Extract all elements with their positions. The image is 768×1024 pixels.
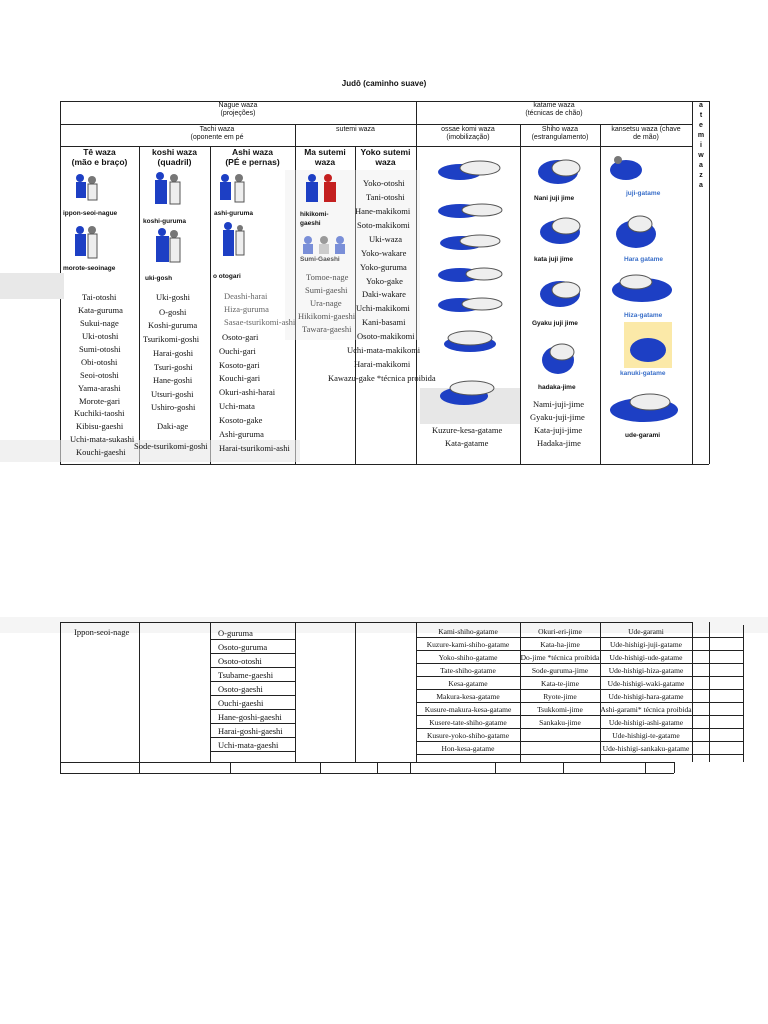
armlock-illustration: [606, 268, 678, 310]
list-item: Utsuri-goshi: [151, 389, 194, 399]
list-item: Uki-otoshi: [82, 331, 119, 341]
list-item: Kawazu-gake *técnica proibida: [328, 373, 436, 383]
list-item: Uchi-mata-gaeshi: [218, 740, 279, 750]
list-item: Hiza-guruma: [224, 304, 269, 314]
sumi-caption: Sumi-Gaeshi: [300, 256, 340, 263]
armlock-illustration: [624, 322, 672, 368]
list-item: Tomoe-nage: [306, 272, 349, 282]
list-item: Tsurikomi-goshi: [143, 334, 200, 344]
list-item: Osoto-gaeshi: [218, 684, 263, 694]
list-item: Ude-hishigi-te-gatame: [612, 731, 680, 740]
list-item: Daki-wakare: [362, 289, 406, 299]
list-item: Ude-hishigi-waki-gatame: [607, 679, 685, 688]
list-item: Kesa-gatame: [448, 679, 488, 688]
te-waza-header: Tê waza (mão e braço): [71, 147, 128, 167]
sutemi-waza-header: sutemi waza: [336, 126, 375, 133]
ground-technique-illustration: [430, 196, 510, 226]
choke-illustration: [532, 150, 592, 192]
judo-throw-illustration: [150, 226, 186, 274]
list-item: Do-jime *técnica proibida: [520, 653, 600, 662]
judo-throw-illustration: [300, 172, 342, 208]
list-item: Sumi-gaeshi: [305, 285, 348, 295]
list-item: Kuchiki-taoshi: [74, 408, 125, 418]
list-item: Harai-tsurikomi-ashi: [219, 443, 290, 453]
list-item: Hikikomi-gaeshi: [298, 311, 356, 321]
list-item: Kusere-tate-shiho-gatame: [429, 718, 507, 727]
list-item: Okuri-eri-jime: [538, 627, 582, 636]
list-item: Yoko-wakare: [361, 248, 407, 258]
list-item: Ude-hishigi-hara-gatame: [608, 692, 684, 701]
koshi-waza-header: koshi waza (quadril): [152, 147, 197, 167]
juji-gatame-caption: juji-gatame: [626, 190, 661, 197]
list-item: Osoto-makikomi: [357, 331, 415, 341]
scan-artifact: [0, 273, 64, 299]
list-item: O-goshi: [159, 307, 187, 317]
list-item: Yoko-guruma: [360, 262, 407, 272]
ground-technique-illustration: [430, 322, 510, 362]
katame-waza-header: katame waza (técnicas de chão): [525, 102, 583, 117]
hara-caption: Hara gatame: [624, 256, 664, 263]
list-item: Kata-juji-jime: [534, 425, 583, 435]
list-item: Deashi-harai: [224, 291, 268, 301]
list-item: Obi-otoshi: [81, 357, 118, 367]
list-item: Kata-ha-jime: [540, 640, 580, 649]
list-item: Ouchi-gaeshi: [218, 698, 264, 708]
list-item: Kata-gatame: [445, 438, 489, 448]
uki-gosh-caption: uki-gosh: [145, 275, 173, 282]
kansetsu-waza-header: kansetsu waza (chave de mão): [611, 126, 681, 141]
list-item: Soto-makikomi: [357, 220, 410, 230]
judo-throw-illustration: [150, 170, 186, 216]
list-item: Kata-guruma: [78, 305, 123, 315]
list-item: Uki-waza: [369, 234, 403, 244]
list-item: Yoko-shiho-gatame: [438, 653, 498, 662]
judo-throw-illustration: [300, 234, 350, 256]
list-item: Hon-kesa-gatame: [441, 744, 495, 753]
list-item: Ude-hishigi-sankaku-gatame: [602, 744, 690, 753]
armlock-illustration: [606, 150, 646, 186]
list-item: Kami-shiho-gatame: [438, 627, 498, 636]
ground-technique-illustration: [430, 260, 510, 290]
list-item: Ashi-guruma: [219, 429, 264, 439]
list-item: Uchi-mata-makikomi: [347, 345, 421, 355]
list-item: Ude-hishigi-juji-gatame: [609, 640, 683, 649]
list-item: Harai-makikomi: [354, 359, 411, 369]
shiho-waza-header: Shiho waza (estrangulamento): [531, 126, 589, 141]
list-item: Sumi-otoshi: [79, 344, 121, 354]
ground-technique-illustration: [430, 228, 510, 258]
list-item: Osoto-guruma: [218, 642, 268, 652]
ippon-caption: ippon-seoi-nague: [63, 210, 118, 217]
list-item: Uki-goshi: [156, 292, 190, 302]
choke-illustration: [536, 334, 586, 380]
list-item: Kouchi-gari: [219, 373, 261, 383]
list-item: Kuzure-kesa-gatame: [432, 425, 503, 435]
list-item: Tate-shiho-gatame: [440, 666, 496, 675]
armlock-illustration: [604, 384, 688, 428]
ground-technique-illustration: [430, 290, 510, 320]
list-item: Kosoto-gari: [219, 360, 260, 370]
list-item: Osoto-gari: [222, 332, 259, 342]
ground-technique-illustration: [430, 150, 510, 190]
tachi-waza-header: Tachi waza (oponente em pé: [190, 126, 244, 141]
nani-caption: Nani juji jime: [534, 195, 575, 202]
list-item: Ude-garami: [628, 627, 664, 636]
list-item: Kani-basami: [362, 317, 406, 327]
ashi-waza-header: Ashi waza (PÉ e pernas): [225, 147, 280, 167]
list-item: Makura-kesa-gatame: [436, 692, 500, 701]
list-item: Daki-age: [157, 421, 189, 431]
list-item: Kata-te-jime: [541, 679, 579, 688]
list-item: Seoi-otoshi: [80, 370, 119, 380]
list-item: Tsubame-gaeshi: [218, 670, 274, 680]
judo-throw-illustration: [70, 172, 102, 208]
list-item: Sasae-tsurikomi-ashi: [224, 317, 296, 327]
list-item: Kibisu-gaeshi: [76, 421, 124, 431]
list-item: Tsukkomi-jime: [537, 705, 583, 714]
morote-caption: morote-seoinage: [63, 265, 116, 272]
lower-te-item: Ippon-seoi-nage: [74, 627, 130, 637]
hikikomi-caption: hikikomi- gaeshi: [300, 211, 329, 227]
hadaka-caption: hadaka-jime: [538, 384, 576, 391]
list-item: Tai-otoshi: [82, 292, 117, 302]
list-item: Hane-goshi: [153, 375, 193, 385]
list-item: Ude-hishigi-hiza-gatame: [608, 666, 684, 675]
list-item: Gyaku-juji-jime: [530, 412, 585, 422]
page-title: Judô (caminho suave): [341, 79, 427, 88]
list-item: Uchi-mata-sukashi: [70, 434, 135, 444]
list-item: Kosoto-gake: [219, 415, 263, 425]
list-item: Hadaka-jime: [537, 438, 581, 448]
koshi-guruma-caption: koshi-guruma: [143, 218, 186, 225]
list-item: Kouchi-gaeshi: [76, 447, 126, 457]
ashi-guruma-caption: ashi-guruma: [214, 210, 254, 217]
list-item: Harai-goshi: [153, 348, 194, 358]
judo-throw-illustration: [215, 172, 249, 208]
list-item: Yama-arashi: [78, 383, 121, 393]
judo-throw-illustration: [70, 224, 102, 264]
armlock-illustration: [612, 204, 662, 254]
list-item: Morote-gari: [79, 396, 121, 406]
list-item: Okuri-ashi-harai: [219, 387, 276, 397]
list-item: Sankaku-jime: [539, 718, 581, 727]
list-item: Ushiro-goshi: [151, 402, 196, 412]
list-item: Sode-tsurikomi-goshi: [134, 441, 208, 451]
kanuki-caption: kanuki-gatame: [620, 370, 666, 377]
gyaku-caption: Gyaku juji jime: [532, 320, 578, 327]
ma-sutemi-waza-header: Ma sutemi waza: [304, 147, 346, 167]
otogari-caption: o otogari: [213, 273, 241, 280]
choke-illustration: [532, 270, 592, 316]
list-item: Uchi-mata: [219, 401, 255, 411]
atemi-waza-header: a t e m i w a z a: [697, 102, 705, 189]
ude-caption: ude-garami: [625, 432, 661, 439]
list-item: Tsuri-goshi: [154, 362, 193, 372]
list-item: Hane-makikomi: [355, 206, 411, 216]
list-item: Ude-hishigi-ashi-gatame: [608, 718, 684, 727]
hiza-caption: Hiza-gatame: [624, 312, 663, 319]
judo-throw-illustration: [218, 220, 248, 268]
list-item: Sode-guruma-jime: [531, 666, 589, 675]
ossae-komi-waza-header: ossae komi waza (imobilização): [441, 126, 495, 141]
choke-illustration: [532, 208, 592, 252]
list-item: Hane-goshi-gaeshi: [218, 712, 282, 722]
list-item: Ouchi-gari: [219, 346, 256, 356]
list-item: Ashi-garami* técnica proibida: [600, 705, 692, 714]
list-item: Sukui-nage: [80, 318, 119, 328]
list-item: Uchi-makikomi: [356, 303, 410, 313]
list-item: Tawara-gaeshi: [302, 324, 352, 334]
list-item: Kusure-makura-kesa-gatame: [424, 705, 512, 714]
list-item: Ude-hishigi-ude-gatame: [609, 653, 683, 662]
list-item: Kusure-yoko-shiho-gatame: [426, 731, 510, 740]
list-item: Nami-juji-jime: [533, 399, 584, 409]
list-item: Harai-goshi-gaeshi: [218, 726, 283, 736]
list-item: Tani-otoshi: [366, 192, 405, 202]
yoko-sutemi-waza-header: Yoko sutemi waza: [360, 147, 411, 167]
list-item: O-guruma: [218, 628, 253, 638]
list-item: Yoko-gake: [366, 276, 403, 286]
list-item: Yoko-otoshi: [363, 178, 405, 188]
kata-caption: kata juji jime: [534, 256, 574, 263]
list-item: Kuzure-kami-shiho-gatame: [426, 640, 510, 649]
ground-technique-illustration: [428, 370, 508, 414]
list-item: Ryote-jime: [543, 692, 577, 701]
list-item: Osoto-otoshi: [218, 656, 262, 666]
list-item: Koshi-guruma: [148, 320, 198, 330]
list-item: Ura-nage: [310, 298, 342, 308]
nague-waza-header: Nague waza (projeções): [218, 102, 258, 117]
